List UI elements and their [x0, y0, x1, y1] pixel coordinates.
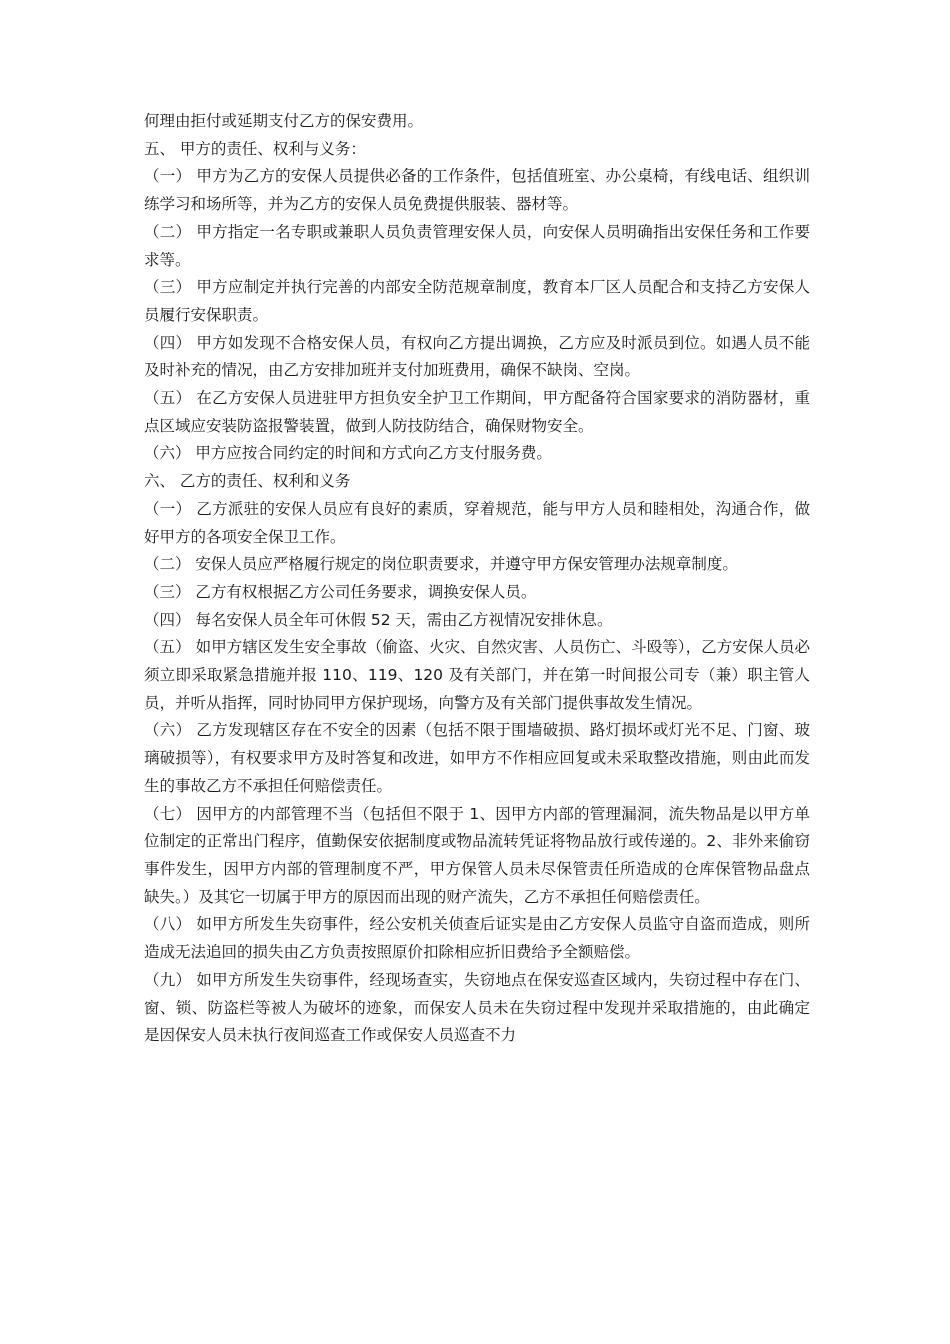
section-5-item-3: （三） 甲方应制定并执行完善的内部安全防范规章制度，教育本厂区人员配合和支持乙方安保人员履行安保职责。 — [144, 278, 810, 324]
section-6-item-7: （七） 因甲方的内部管理不当（包括但不限于 1、因甲方内部的管理漏洞，流失物品是以甲方单位制定的正常出门程序，值勤保安依据制度或物品流转凭证将物品放行或传递的。2、非外来偷窃事件发生，因甲方内部的管理制度不严，甲方保管人员未尽保管责任所造成的仓库保管物品盘点缺失。）及其它一切属于甲方的原因而出现的财产流失，乙方不承担任何赔偿责任。 — [144, 804, 810, 906]
section-5-item-2: （二） 甲方指定一名专职或兼职人员负责管理安保人员，向安保人员明确指出安保任务和工作要求等。 — [144, 222, 810, 269]
section-6-item-4: （四） 每名安保人员全年可休假 52 天，需由乙方视情况安排休息。 — [144, 610, 613, 629]
section-6-item-5: （五） 如甲方辖区发生安全事故（偷盗、火灾、自然灾害、人员伤亡、斗殴等），乙方安保人员必须立即采取紧急措施并报 110、119、120 及有关部门，并在第一时间报公司专（兼）职主管人员，并听从指挥，同时协同甲方保护现场，向警方及有关部门提供事故发生情况。 — [144, 638, 810, 712]
section-5-item-5: （五） 在乙方安保人员进驻甲方担负安全护卫工作期间，甲方配备符合国家要求的消防器材，重点区域应安装防盗报警装置，做到人防技防结合，确保财物安全。 — [144, 389, 810, 435]
section-6-item-3: （三） 乙方有权根据乙方公司任务要求，调换安保人员。 — [144, 582, 537, 601]
section-5-item-4: （四） 甲方如发现不合格安保人员，有权向乙方提出调换，乙方应及时派员到位。如遇人员不能及时补充的情况，由乙方安排加班并支付加班费用，确保不缺岗、空岗。 — [144, 333, 810, 380]
continuation-text: 何理由拒付或延期支付乙方的保安费用。 — [144, 112, 424, 130]
section-6-item-1: （一） 乙方派驻的安保人员应有良好的素质，穿着规范，能与甲方人员和睦相处，沟通合作，做好甲方的各项安全保卫工作。 — [144, 499, 810, 546]
section-6-item-8: （八） 如甲方所发生失窃事件，经公安机关侦查后证实是由乙方安保人员监守自盗而造成，则所造成无法追回的损失由乙方负责按照原价扣除相应折旧费给予全额赔偿。 — [144, 915, 810, 962]
section-5-item-1: （一） 甲方为乙方的安保人员提供必备的工作条件，包括值班室、办公桌椅，有线电话、组织训练学习和场所等，并为乙方的安保人员免费提供服装、器材等。 — [144, 167, 810, 214]
section-6-item-6: （六） 乙方发现辖区存在不安全的因素（包括不限于围墙破损、路灯损坏或灯光不足、门窗、玻璃破损等），有权要求甲方及时答复和改进，如甲方不作相应回复或未采取整改措施，则由此而发生的事故乙方不承担任何赔偿责任。 — [144, 721, 810, 795]
document-body — [144, 108, 810, 1050]
section-5-item-6: （六） 甲方应按合同约定的时间和方式向乙方支付服务费。 — [144, 444, 552, 463]
section-5-heading: 五、 甲方的责任、权利与义务： — [144, 139, 366, 158]
section-6-item-2: （二） 安保人员应严格履行规定的岗位职责要求，并遵守甲方保安管理办法规章制度。 — [144, 555, 738, 574]
section-6-item-9: （九） 如甲方所发生失窃事件，经现场查实，失窃地点在保安巡查区域内，失窃过程中存在门、窗、锁、防盗栏等被人为破坏的迹象，而保安人员未在失窃过程中发现并采取措施的，由此确定是因保安人员未执行夜间巡查工作或保安人员巡查不力 — [144, 970, 810, 1045]
section-6-heading: 六、 乙方的责任、权利和义务 — [144, 472, 351, 491]
